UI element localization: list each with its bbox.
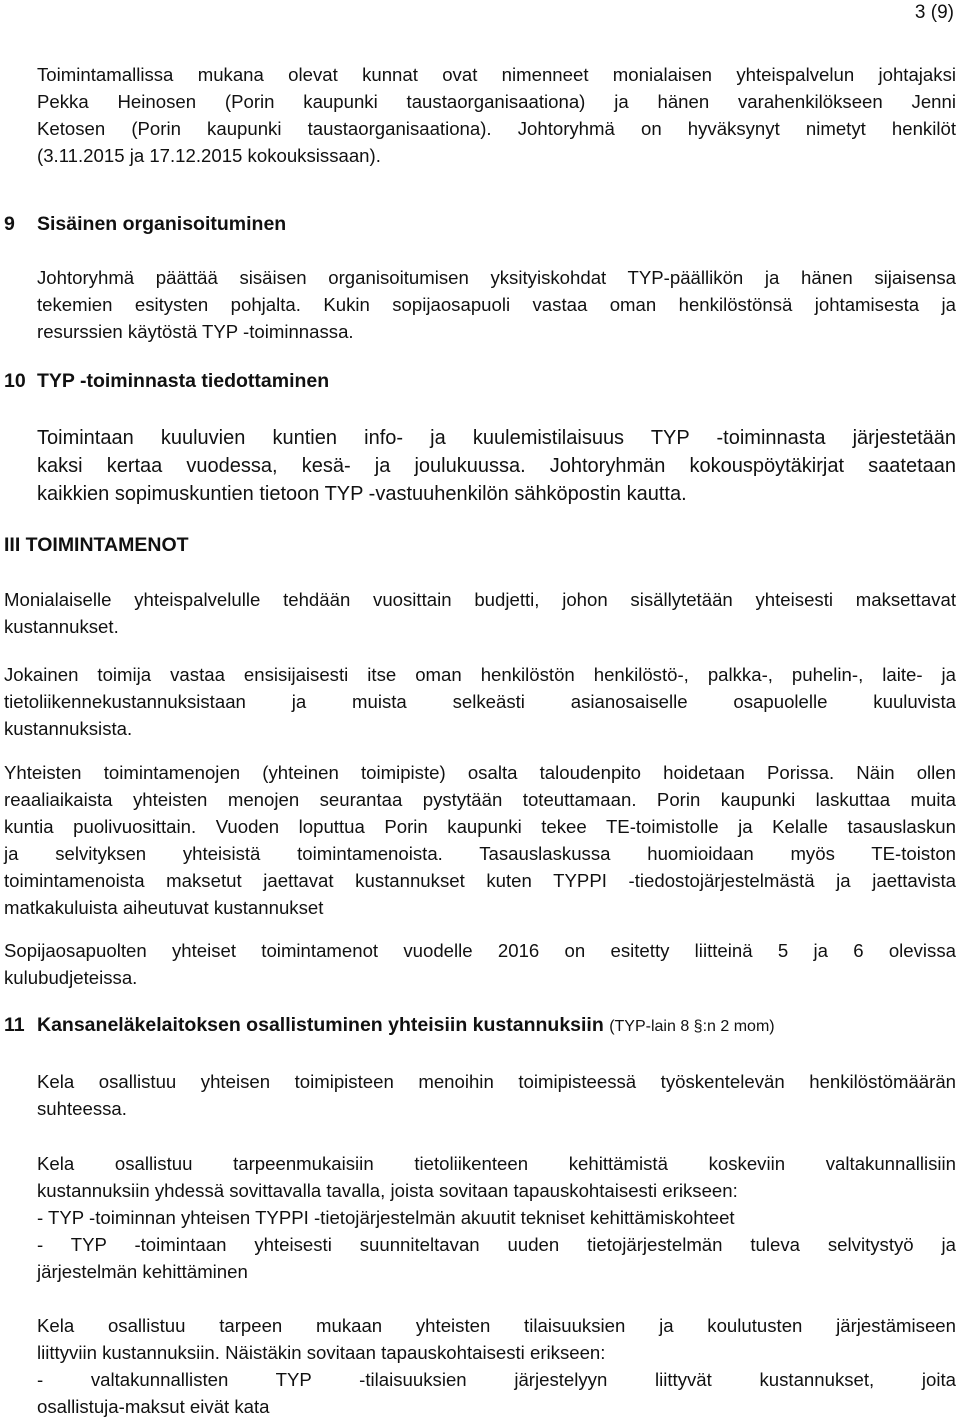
text-line: kulubudjeteissa.	[4, 967, 138, 988]
part-3-paragraph-4	[4, 937, 956, 991]
text-line: matkakuluista aiheutuvat kustannukset	[4, 897, 324, 918]
section-11-paragraph-2	[37, 1150, 956, 1285]
text-line: Toimintaan kuuluvien kuntien info- ja kuulemistilaisuus TYP -toiminnasta järjestetään	[37, 427, 956, 449]
section-9-paragraph	[37, 264, 956, 345]
text-line: Monialaiselle yhteispalvelulle tehdään vuosittain budjetti, johon sisällytetään yhteisesti maksettavat	[4, 589, 956, 610]
text-line: kaikkien sopimuskuntien tietoon TYP -vastuuhenkilön sähköpostin kautta.	[37, 483, 687, 505]
text-line: kustannuksista.	[4, 718, 133, 739]
law-reference: (TYP-lain 8 §:n 2 mom)	[609, 1018, 775, 1035]
text-line: liittyviin kustannuksiin. Näistäkin sovitaan tapauskohtaisesti erikseen:	[37, 1342, 606, 1363]
list-item: - valtakunnallisten TYP -tilaisuuksien järjestelyyn liittyvät kustannukset, joita	[37, 1369, 956, 1390]
text-line: tekemien esitysten pohjalta. Kukin sopijaosapuoli vastaa oman henkilöstönsä johtamisesta ja	[37, 294, 956, 315]
part-3-heading: III TOIMINTAMENOT	[4, 534, 189, 556]
text-line: Kela osallistuu tarpeenmukaisiin tietoliikenteen kehittämistä koskeviin valtakunnallisiin	[37, 1153, 956, 1174]
text-line: kustannukset.	[4, 616, 119, 637]
text-line: resurssien käytöstä TYP -toiminnassa.	[37, 321, 354, 342]
text-line: toimintamenoista maksetut jaettavat kustannukset kuten TYPPI -tiedostojärjestelmästä ja jaettavista	[4, 870, 956, 891]
text-line: ja selvityksen yhteisistä toimintamenoista. Tasauslaskussa huomioidaan myös TE-toiston	[4, 843, 956, 864]
text-line: (3.11.2015 ja 17.12.2015 kokouksissaan).	[37, 145, 381, 166]
section-title: TYP -toiminnasta tiedottaminen	[37, 370, 330, 392]
section-number: 9	[4, 213, 15, 235]
text-line: suhteessa.	[37, 1098, 127, 1119]
section-10-paragraph	[37, 424, 956, 508]
text-line: Kela osallistuu tarpeen mukaan yhteisten tilaisuuksien ja koulutusten järjestämiseen	[37, 1315, 956, 1336]
text-line: Pekka Heinosen (Porin kaupunki taustaorganisaationa) ja hänen varahenkilökseen Jenni	[37, 91, 956, 112]
section-number: 11	[4, 1014, 25, 1036]
intro-paragraph	[37, 61, 956, 169]
text-line: reaaliaikaista yhteisten menojen seurantaa pystytään toteuttamaan. Porin kaupunki laskuttaa muita	[4, 789, 956, 810]
text-line: kustannuksiin yhdessä sovittavalla tavalla, joista sovitaan tapauskohtaisesti erikseen:	[37, 1180, 738, 1201]
text-line: Sopijaosapuolten yhteiset toimintamenot vuodelle 2016 on esitetty liitteinä 5 ja 6 olevissa	[4, 940, 956, 961]
section-11-heading	[4, 1014, 775, 1037]
text-line: Kela osallistuu yhteisen toimipisteen menoihin toimipisteessä työskentelevän henkilöstömäärän	[37, 1071, 956, 1092]
text-line: Toimintamallissa mukana olevat kunnat ovat nimenneet monialaisen yhteispalvelun johtajaksi	[37, 64, 956, 85]
list-item: - TYP -toiminnan yhteisen TYPPI -tietojärjestelmän akuutit tekniset kehittämiskohteet	[37, 1207, 735, 1228]
text-line: Johtoryhmä päättää sisäisen organisoitumisen yksityiskohdat TYP-päällikön ja hänen sijaisensa	[37, 267, 956, 288]
text-line: kaksi kertaa vuodessa, kesä- ja joulukuussa. Johtoryhmän kokouspöytäkirjat saatetaan	[37, 455, 956, 477]
section-title: Sisäinen organisoituminen	[37, 213, 287, 235]
section-9-heading	[4, 213, 286, 236]
part-3-paragraph-1	[4, 586, 956, 640]
section-title: Kansaneläkelaitoksen osallistuminen yhteisiin kustannuksiin	[37, 1014, 604, 1036]
text-line: kuntia puolivuosittain. Vuoden loputtua Porin kaupunki tekee TE-toimistolle ja Kelalle tasauslaskun	[4, 816, 956, 837]
text-line: Jokainen toimija vastaa ensisijaisesti itse oman henkilöstön henkilöstö-, palkka-, puhelin-, laite- ja	[4, 664, 956, 685]
text-line: Ketosen (Porin kaupunki taustaorganisaationa). Johtoryhmä on hyväksynyt nimetyt henkilöt	[37, 118, 956, 139]
section-11-paragraph-3	[37, 1312, 956, 1420]
section-11-paragraph-1	[37, 1068, 956, 1122]
section-number: 10	[4, 370, 26, 392]
section-sign-icon: §	[693, 1018, 703, 1035]
text-line: Yhteisten toimintamenojen (yhteinen toimipiste) osalta taloudenpito hoidetaan Porissa. Näin ollen	[4, 762, 956, 783]
page-number: 3 (9)	[914, 2, 954, 23]
text-line: osallistuja-maksut eivät kata	[37, 1396, 270, 1417]
text-line: järjestelmän kehittäminen	[37, 1261, 248, 1282]
part-3-paragraph-2	[4, 661, 956, 742]
part-3-paragraph-3	[4, 759, 956, 921]
text-line: tietoliikennekustannuksistaan ja muista selkeästi asianosaiselle osapuolelle kuuluvista	[4, 691, 956, 712]
section-10-heading	[4, 370, 329, 393]
list-item: - TYP -toimintaan yhteisesti suunniteltavan uuden tietojärjestelmän tuleva selvitystyö ja	[37, 1234, 956, 1255]
